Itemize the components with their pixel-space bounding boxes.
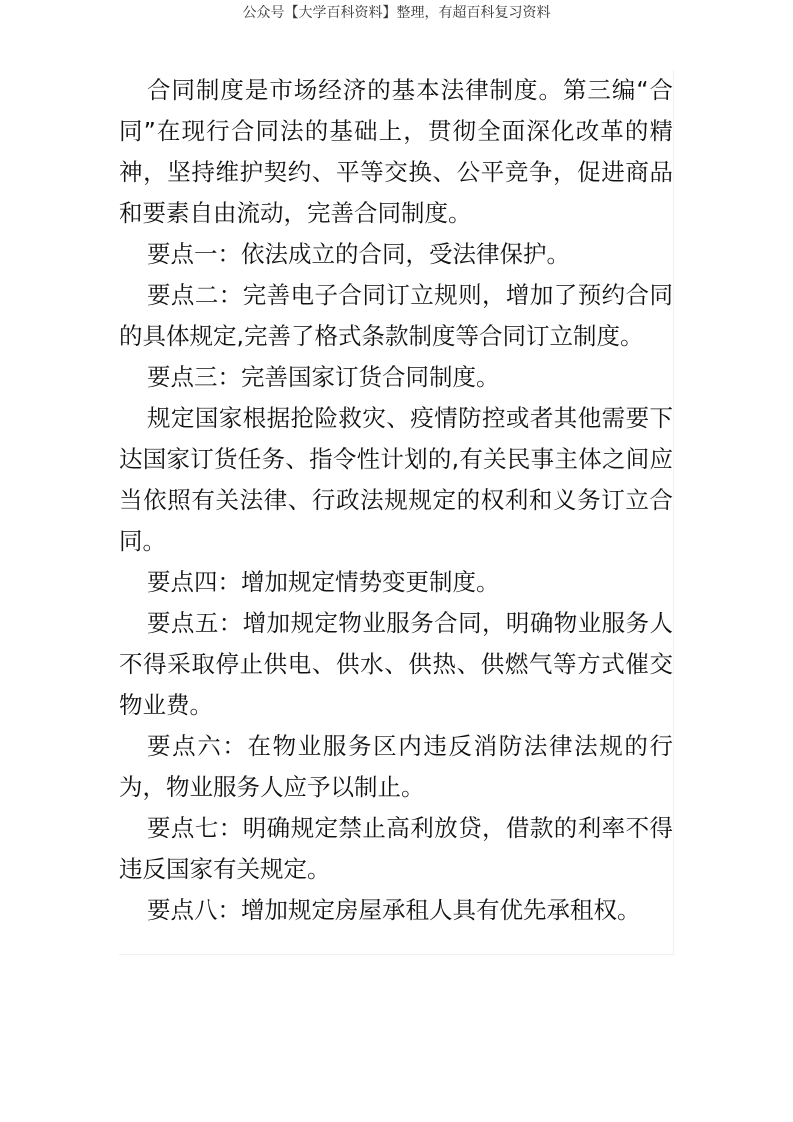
intro-paragraph: 合同制度是市场经济的基本法律制度。第三编“合同”在现行合同法的基础上，贯彻全面深化改革的精神，坚持维护契约、平等交换、公平竞争，促进商品和要素自由流动，完善合同制度。	[119, 76, 673, 227]
page-header: 公众号【大学百科资料】整理，有超百科复习资料	[242, 5, 551, 21]
point-eight-paragraph: 要点八：增加规定房屋承租人具有优先承租权。	[147, 896, 641, 924]
point-one-paragraph: 要点一：依法成立的合同，受法律保护。	[147, 240, 570, 268]
point-two-paragraph: 要点二：完善电子合同订立规则，增加了预约合同的具体规定,完善了格式条款制度等合同订立制度。	[119, 281, 673, 350]
state-order-paragraph: 规定国家根据抢险救灾、疫情防控或者其他需要下达国家订货任务、指令性计划的,有关民事主体之间应当依照有关法律、行政法规规定的权利和义务订立合同。	[119, 404, 673, 555]
point-seven-paragraph: 要点七：明确规定禁止高利放贷，借款的利率不得违反国家有关规定。	[119, 814, 673, 883]
point-four-paragraph: 要点四：增加规定情势变更制度。	[147, 568, 500, 596]
point-five-paragraph: 要点五：增加规定物业服务合同，明确物业服务人不得采取停止供电、供水、供热、供燃气等方式催交物业费。	[119, 609, 673, 719]
document-body	[119, 70, 674, 955]
point-six-paragraph: 要点六：在物业服务区内违反消防法律法规的行为，物业服务人应予以制止。	[119, 732, 673, 801]
point-three-paragraph: 要点三：完善国家订货合同制度。	[147, 363, 500, 391]
